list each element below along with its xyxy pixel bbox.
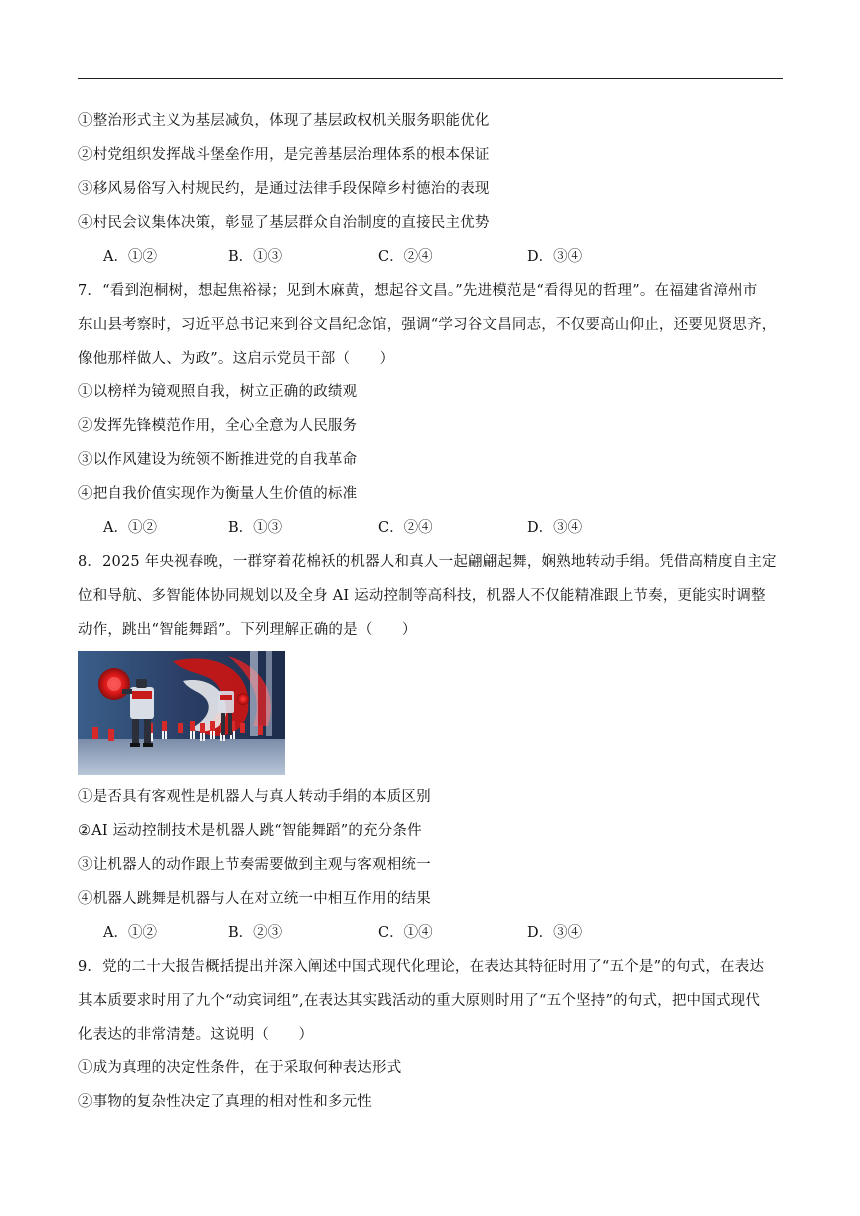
q7-choice-b[interactable]: B．①③ [228,520,283,536]
q8-stem-line-2: 位和导航、多智能体协同规划以及全身 AI 运动控制等高科技，机器人不仅能精准跟上节奏，更能实时调整 [78,588,766,604]
q9-option-2: ②事物的复杂性决定了真理的相对性和多元性 [78,1094,372,1110]
header-rule [78,78,783,79]
q7-option-4: ④把自我价值实现作为衡量人生价值的标准 [78,486,358,502]
q7-choice-a[interactable]: A．①② [103,520,157,536]
q8-stem-line-1: 8．2025 年央视春晚，一群穿着花棉袄的机器人和真人一起翩翩起舞，娴熟地转动手绢。凭借高精度自主定 [78,554,777,570]
q9-stem-line-3: 化表达的非常清楚。这说明（ ） [78,1027,314,1043]
robot-dance-photo [78,651,285,775]
q8-option-4: ④机器人跳舞是机器与人在对立统一中相互作用的结果 [78,891,431,907]
q8-option-3: ③让机器人的动作跟上节奏需要做到主观与客观相统一 [78,857,431,873]
q6-option-4: ④村民会议集体决策，彰显了基层群众自治制度的直接民主优势 [78,215,490,231]
q8-choice-b[interactable]: B．②③ [228,925,283,941]
q7-option-3: ③以作风建设为统领不断推进党的自我革命 [78,452,358,468]
q7-choice-d[interactable]: D．③④ [527,520,583,536]
q8-option-2: ②AI 运动控制技术是机器人跳“智能舞蹈”的充分条件 [78,823,422,839]
q7-stem-line-2: 东山县考察时，习近平总书记来到谷文昌纪念馆，强调“学习谷文昌同志，不仅要高山仰止，还要见贤思齐， [78,317,777,333]
q7-stem-line-3: 像他那样做人、为政”。这启示党员干部（ ） [78,351,395,367]
q8-choice-a[interactable]: A．①② [103,925,157,941]
q9-option-1: ①成为真理的决定性条件，在于采取何种表达形式 [78,1060,402,1076]
q6-choice-a[interactable]: A．①② [103,249,157,265]
q7-option-2: ②发挥先锋模范作用，全心全意为人民服务 [78,418,358,434]
q8-option-1: ①是否具有客观性是机器人与真人转动手绢的本质区别 [78,789,431,805]
q6-option-3: ③移风易俗写入村规民约，是通过法律手段保障乡村德治的表现 [78,181,490,197]
q8-choice-c[interactable]: C．①④ [378,925,433,941]
q6-option-2: ②村党组织发挥战斗堡垒作用，是完善基层治理体系的根本保证 [78,147,490,163]
q9-stem-line-2: 其本质要求时用了九个“动宾词组”,在表达其实践活动的重大原则时用了“五个坚持”的句式，把中国式现代 [78,993,761,1009]
q7-option-1: ①以榜样为镜观照自我，树立正确的政绩观 [78,384,358,400]
q9-stem-line-1: 9．党的二十大报告概括提出并深入阐述中国式现代化理论，在表达其特征时用了“五个是”的句式，在表达 [78,959,765,975]
q7-stem-line-1: 7．“看到泡桐树，想起焦裕禄；见到木麻黄，想起谷文昌。”先进模范是“看得见的哲理”。在福建省漳州市 [78,283,758,299]
q7-choice-c[interactable]: C．②④ [378,520,433,536]
q6-choice-c[interactable]: C．②④ [378,249,433,265]
q6-choice-d[interactable]: D．③④ [527,249,583,265]
q6-choice-b[interactable]: B．①③ [228,249,283,265]
q8-choice-d[interactable]: D．③④ [527,925,583,941]
q6-option-1: ①整治形式主义为基层减负，体现了基层政权机关服务职能优化 [78,113,490,129]
q8-stem-line-3: 动作，跳出“智能舞蹈”。下列理解正确的是（ ） [78,622,417,638]
